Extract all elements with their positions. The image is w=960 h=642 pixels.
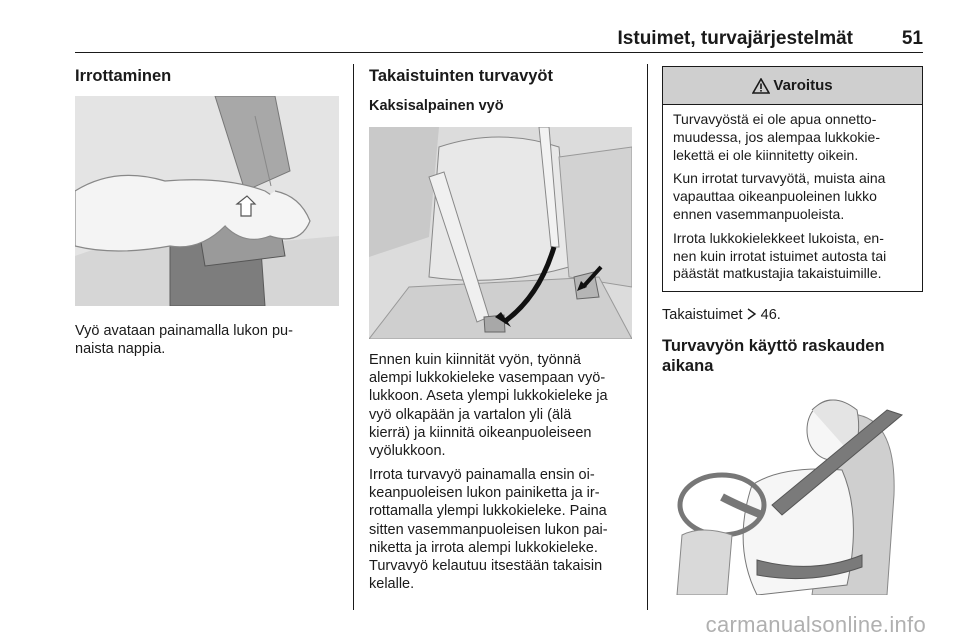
watermark: carmanualsonline.info	[705, 612, 926, 637]
reference-page: 46.	[760, 307, 781, 323]
paragraph-unfasten: Irrota turvavyö painamalla ensin oi- keanpuoleisen lukon painiketta ja ir- rottamalla ylempi lukkokieleke. Paina sitten vasemmanpuoleisen lukon pai- niketta ja irrota alempi lukkokieleke. Turvavyö kelautuu itsestään takaisin kelalle.	[369, 467, 608, 593]
warning-paragraph: Irrota lukkokielekkeet lukoista, en- nen kuin irrotat istuimet autosta tai päästät matkustajia takaistuimille.	[673, 229, 887, 282]
page-number: 51	[901, 28, 923, 49]
page-header	[75, 28, 923, 52]
header-rule	[75, 52, 923, 53]
column-divider-right	[647, 64, 648, 610]
reference-text: Takaistuimet	[662, 307, 743, 323]
rear-seat-belt-illustration	[369, 127, 632, 339]
column-divider-left	[353, 64, 354, 610]
warning-body	[663, 105, 922, 283]
subheading-two-point-belt: Kaksisalpainen vyö	[369, 98, 504, 114]
paragraph-fasten: Ennen kuin kiinnität vyön, työnnä alempi lukkokieleke vasempaan vyö- lukkoon. Aseta ylempi lukkokieleke ja vyö olkapään ja vartalon yli (älä kierrä) ja kiinnitä oikeanpuoleiseen vyölukkoon.	[369, 352, 608, 460]
warning-paragraph: Kun irrotat turvavyötä, muista aina vapauttaa oikeanpuoleinen lukko ennen vasemmanpuoleista.	[673, 170, 886, 222]
warning-triangle-icon	[752, 78, 770, 94]
warning-box	[662, 66, 923, 292]
pregnancy-seatbelt-illustration	[662, 385, 923, 595]
heading-irrottaminen: Irrottaminen	[75, 67, 172, 85]
heading-pregnancy: Turvavyön käyttö raskauden aikana	[662, 337, 885, 375]
warning-title: Varoitus	[773, 77, 833, 94]
paragraph-release: Vyö avataan painamalla lukon pu- naista nappia.	[75, 323, 293, 358]
cross-reference	[662, 306, 923, 324]
section-title: Istuimet, turvajärjestelmät	[617, 28, 853, 49]
warning-paragraph: Turvavyöstä ei ole apua onnetto- muudessa, jos alempaa lukkokie- lekettä ei ole kiinnitetty oikein.	[673, 111, 880, 163]
buckle-release-illustration	[75, 96, 339, 306]
arrow-reference-icon	[747, 308, 757, 320]
warning-header	[663, 67, 922, 105]
heading-rear-seatbelts: Takaistuinten turvavyöt	[369, 67, 553, 85]
